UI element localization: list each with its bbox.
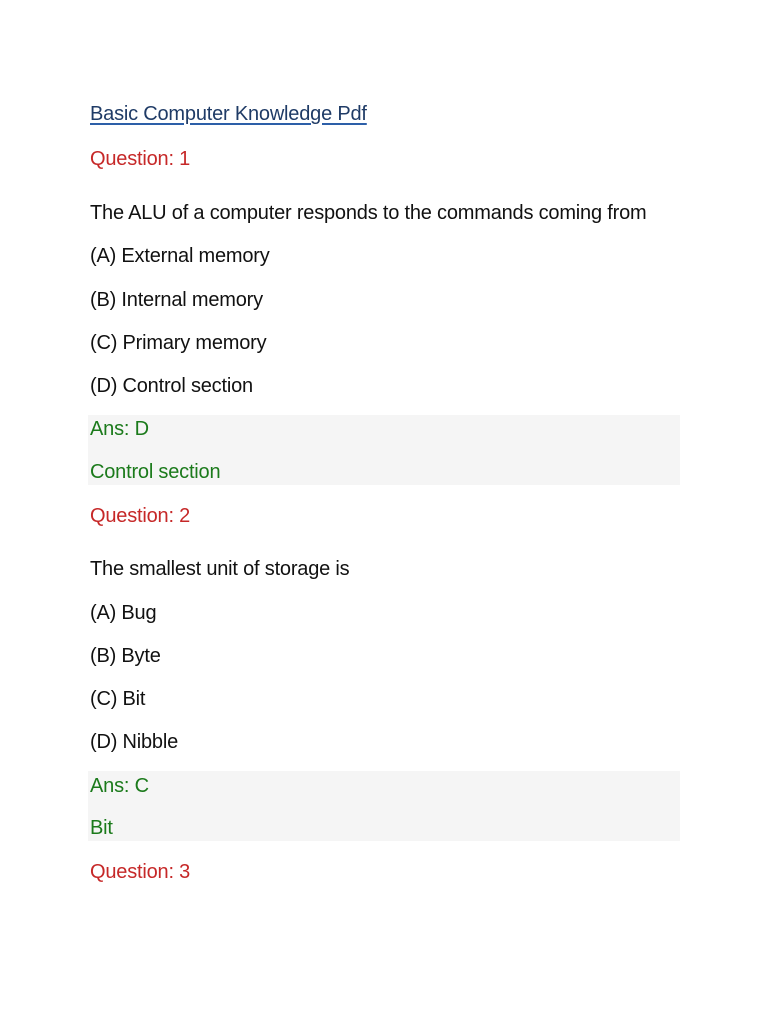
document-title: Basic Computer Knowledge Pdf — [90, 103, 367, 125]
question-2-text: The smallest unit of storage is — [90, 558, 350, 580]
question-2-label: Question: 2 — [90, 505, 191, 527]
question-1-option-c: (C) Primary memory — [90, 332, 267, 354]
question-1-option-a: (A) External memory — [90, 245, 270, 267]
question-1-option-d: (D) Control section — [90, 375, 253, 397]
answer-1-text: Control section — [90, 461, 221, 483]
answer-2-text: Bit — [90, 817, 113, 839]
question-3-label: Question: 3 — [90, 861, 191, 883]
answer-2-highlight — [88, 771, 680, 841]
question-2-option-a: (A) Bug — [90, 602, 157, 624]
question-2-option-c: (C) Bit — [90, 688, 146, 710]
answer-1-label: Ans: D — [90, 418, 149, 440]
question-1-option-b: (B) Internal memory — [90, 289, 263, 311]
question-1-label: Question: 1 — [90, 148, 191, 170]
question-1-text: The ALU of a computer responds to the commands coming from — [90, 202, 647, 224]
question-2-option-b: (B) Byte — [90, 645, 161, 667]
answer-2-label: Ans: C — [90, 775, 149, 797]
question-2-option-d: (D) Nibble — [90, 731, 179, 753]
